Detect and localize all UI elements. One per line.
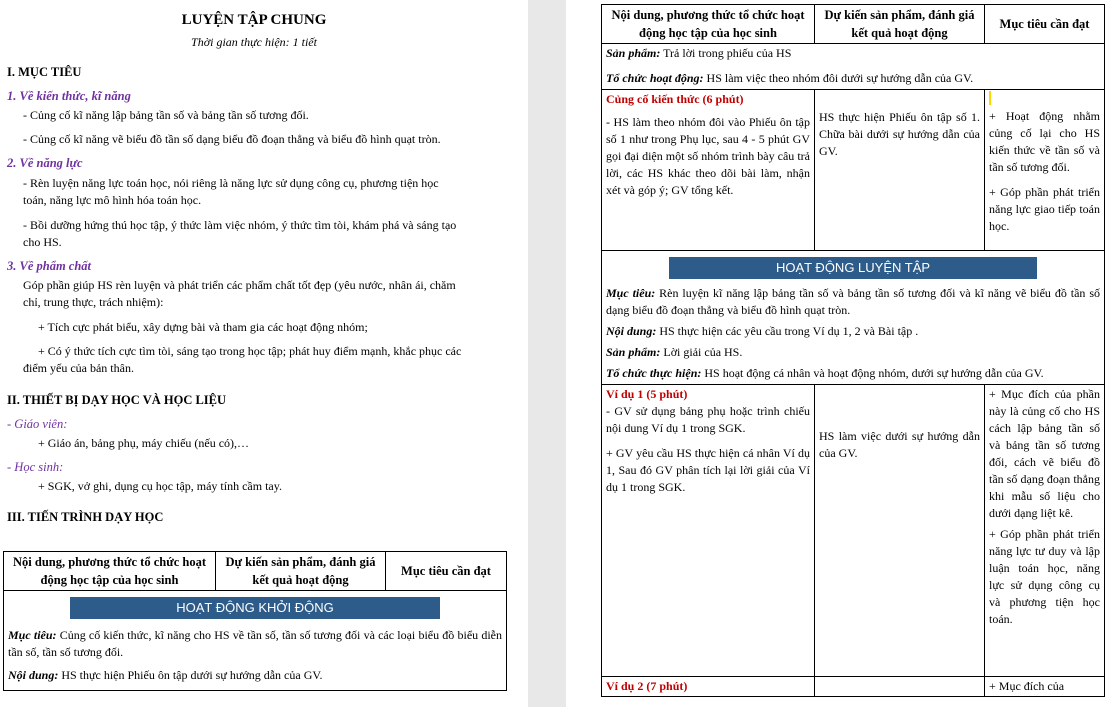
quality-item-2-line2: điểm yếu của bản thân. [23, 361, 134, 375]
column-header-content: Nội dung, phương thức tổ chức hoạt động học tập của học sinh [602, 5, 815, 44]
column-header-product: Dự kiến sản phẩm, đánh giá kết quả hoạt động [216, 552, 386, 591]
section-objectives-heading: I. MỤC TIÊU [7, 65, 82, 79]
example-1-content-2: + GV yêu cầu HS thực hiện cá nhân Ví dụ 1, Sau đó GV phân tích lại lời giải của Ví dụ 1 trong SGK. [606, 446, 810, 494]
teacher-label: - Giáo viên: [7, 417, 68, 431]
subsection-quality-heading: 3. Về phẩm chất [7, 259, 92, 273]
teacher-item: + Giáo án, bảng phụ, máy chiếu (nếu có),… [38, 436, 250, 450]
subsection-competency-heading: 2. Về năng lực [7, 156, 83, 170]
review-objective-1: + Hoạt động nhằm củng cố lại cho HS kiến thức về tần số và tần số tương đối. [989, 109, 1100, 174]
example-1-objective-2: + Góp phần phát triển năng lực tư duy và lập luận toán học, năng lực sử dụng công cụ và phương tiện học toán. [989, 527, 1100, 626]
example-1-product: HS làm việc dưới sự hướng dẫn của GV. [815, 385, 985, 677]
column-header-product: Dự kiến sản phẩm, đánh giá kết quả hoạt động [815, 5, 985, 44]
student-item: + SGK, vở ghi, dụng cụ học tập, máy tính cầm tay. [38, 479, 282, 493]
practice-objective: Mục tiêu: Rèn luyện kĩ năng lập bảng tần số và bảng tần số tương đối và kĩ năng vẽ biểu đồ tần số dạng biểu đồ đoạn thẳng và biểu đồ hình quạt tròn. [606, 286, 1100, 317]
example-1-content-1: - GV sử dụng bảng phụ hoặc trình chiếu nội dung Ví dụ 1 trong SGK. [606, 404, 810, 435]
column-header-content: Nội dung, phương thức tổ chức hoạt động học tập của học sinh [4, 552, 216, 591]
example-2-objective: + Mục đích của [985, 677, 1105, 697]
example-1-objective-1: + Mục đích của phần này là củng cố cho HS cách lập bảng tần số và bảng tần số tương đối, cách vẽ biểu đồ tần số dạng đoạn thẳng khi mẫu số liệu cho dưới dạng liệt kê. [989, 387, 1100, 520]
column-header-objective: Mục tiêu cần đạt [386, 552, 507, 591]
lesson-plan-table-left [3, 551, 507, 691]
practice-activity-banner: HOẠT ĐỘNG LUYỆN TẬP [669, 257, 1037, 279]
review-objective-2: + Góp phần phát triển năng lực giao tiếp toán học. [989, 185, 1100, 233]
review-content: - HS làm theo nhóm đôi vào Phiếu ôn tập số 1 như trong Phụ lục, sau 4 - 5 phút GV gọi đại diện một số nhóm trình bày câu trả lời, các HS khác theo dõi bài làm, nhận xét và góp ý; GV tổng kết. [606, 115, 810, 197]
lesson-title: LUYỆN TẬP CHUNG [181, 12, 327, 28]
practice-content: Nội dung: HS thực hiện các yêu cầu trong Ví dụ 1, 2 và Bài tập . [606, 324, 919, 338]
warmup-organization: Tổ chức hoạt động: HS làm việc theo nhóm đôi dưới sự hướng dẫn của GV. [606, 71, 974, 85]
example-2-heading: Ví dụ 2 (7 phút) [606, 679, 688, 693]
subsection-knowledge-heading: 1. Về kiến thức, kĩ năng [7, 89, 131, 103]
warmup-activity-banner: HOẠT ĐỘNG KHỞI ĐỘNG [70, 597, 440, 619]
competency-item-2-line2: cho HS. [23, 235, 62, 249]
practice-organization: Tổ chức thực hiện: HS hoạt động cá nhân và hoạt động nhóm, dưới sự hướng dẫn của GV. [606, 366, 1044, 380]
document-page-right [566, 0, 1107, 707]
quality-intro-line2: chỉ, trung thực, trách nhiệm): [23, 295, 164, 309]
knowledge-item-1: - Củng cố kĩ năng lập bảng tần số và bảng tần số tương đối. [23, 108, 309, 122]
knowledge-item-2: - Củng cố kĩ năng vẽ biểu đồ tần số dạng biểu đồ đoạn thẳng và biểu đồ hình quạt tròn. [23, 132, 441, 146]
example-1-heading: Ví dụ 1 (5 phút) [606, 387, 688, 401]
student-label: - Học sinh: [7, 460, 64, 474]
warmup-product: Sản phẩm: Trả lời trong phiếu của HS [606, 46, 792, 60]
lesson-duration: Thời gian thực hiện: 1 tiết [191, 35, 317, 49]
competency-item-2-line1: - Bồi dưỡng hứng thú học tập, ý thức làm việc nhóm, ý thức tìm tòi, khám phá và sáng tạo [23, 218, 457, 232]
quality-item-1: + Tích cực phát biểu, xây dựng bài và tham gia các hoạt động nhóm; [38, 320, 368, 334]
document-page-left [0, 0, 528, 707]
competency-item-1-line2: toán, năng lực mô hình hóa toán học. [23, 193, 202, 207]
section-equipment-heading: II. THIẾT BỊ DẠY HỌC VÀ HỌC LIỆU [7, 393, 227, 407]
competency-item-1-line1: - Rèn luyện năng lực toán học, nói riêng là năng lực sử dụng công cụ, phương tiện học [23, 176, 439, 190]
practice-product: Sản phẩm: Lời giải của HS. [606, 345, 743, 359]
quality-intro-line1: Góp phần giúp HS rèn luyện và phát triển các phẩm chất tốt đẹp (yêu nước, nhân ái, chăm [23, 278, 456, 292]
column-header-objective: Mục tiêu cần đạt [985, 5, 1105, 44]
text-cursor [989, 91, 991, 105]
section-procedure-heading: III. TIẾN TRÌNH DẠY HỌC [7, 510, 164, 524]
quality-item-2-line1: + Có ý thức tích cực tìm tòi, sáng tạo trong học tập; phát huy điểm mạnh, khắc phục các [38, 344, 462, 358]
warmup-content: Nội dung: HS thực hiện Phiếu ôn tập dưới sự hướng dẫn của GV. [8, 668, 323, 682]
review-product: HS thực hiện Phiếu ôn tập số 1. Chữa bài dưới sự hướng dẫn của GV. [815, 90, 985, 251]
warmup-objective: Mục tiêu: Củng cố kiến thức, kĩ năng cho HS về tần số, tần số tương đối và các loại biểu đồ biểu diễn tần số, tần số tương đối. [8, 628, 502, 659]
review-knowledge-heading: Củng cố kiến thức (6 phút) [606, 92, 744, 106]
lesson-plan-table-right [601, 4, 1105, 697]
